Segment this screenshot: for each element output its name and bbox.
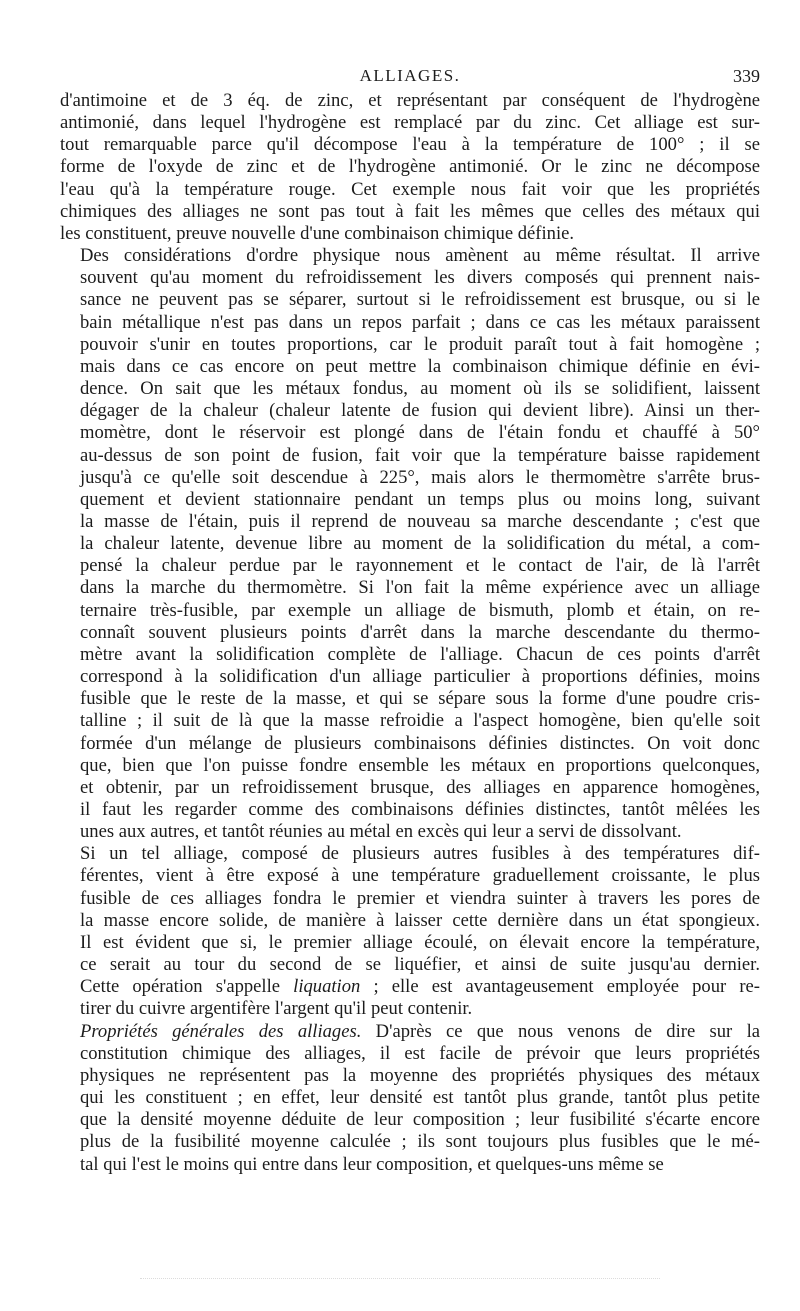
text-line: jusqu'à ce qu'elle soit descendue à 225°, mais alors le thermomètre s'arrête brus- <box>80 466 760 488</box>
text-line: mais dans ce cas encore on peut mettre la combinaison chimique définie en évi- <box>80 355 760 377</box>
text-line: quement et devient stationnaire pendant un temps plus ou moins long, suivant <box>80 488 760 510</box>
text-line: correspond à la solidification d'un alliage particulier à proportions définies, moins <box>80 666 760 688</box>
text-line: tal qui l'est le moins qui entre dans leur composition, et quelques-uns même se <box>80 1153 664 1175</box>
body-text <box>60 90 760 1176</box>
text-line: antimonié, dans lequel l'hydrogène est remplacé par du zinc. Cet alliage est sur- <box>60 112 760 134</box>
text-line: pouvoir s'unir en toutes proportions, car le produit paraît tout à fait homogène ; <box>80 333 760 355</box>
text-line: il faut les regarder comme des combinaisons définies distinctes, tantôt mêlées les <box>80 799 760 820</box>
paragraph <box>60 843 760 1020</box>
text-line: que, bien que l'on puisse fondre ensemble les métaux en proportions quelconques, <box>80 754 760 776</box>
text-line: momètre, dont le réservoir est plongé dans de l'étain fondu et chauffé à 50° <box>80 422 760 444</box>
running-title: ALLIAGES. <box>359 66 461 85</box>
text-line: les constituent, preuve nouvelle d'une combinaison chimique définie. <box>60 222 575 244</box>
text-line: dans la marche du thermomètre. Si l'on fait la même expérience avec un alliage <box>80 577 760 599</box>
page-header <box>60 66 760 90</box>
text-line: dégager de la chaleur (chaleur latente de fusion qui devient libre). Ainsi un ther- <box>80 400 760 422</box>
paragraph <box>60 245 760 843</box>
text-line: la chaleur latente, devenue libre au moment de la solidification du métal, a com- <box>80 533 760 555</box>
text-line: tirer du cuivre argentifère l'argent qu'il peut contenir. <box>80 998 473 1020</box>
text-line: pensé la chaleur perdue par le rayonnement et le contact de l'air, de là l'arrêt <box>80 555 760 577</box>
text-line: plus de la fusibilité moyenne calculée ; ils sont toujours plus fusibles que le mé- <box>80 1131 760 1153</box>
text-line: ternaire très-fusible, par exemple un alliage de bismuth, plomb et étain, on re- <box>80 599 760 621</box>
text-line: la masse encore solide, de manière à laisser cette dernière dans un état spongieux. <box>80 909 760 931</box>
text-line: Il est évident que si, le premier alliage écoulé, on élevait encore la température, <box>80 931 760 953</box>
text-line: dence. On sait que les métaux fondus, au moment où ils se solidifient, laissent <box>80 378 760 400</box>
text-line: tout remarquable parce qu'il décompose l'eau à la température de 100° ; il se <box>60 134 760 156</box>
text-line: talline ; il suit de là que la masse refroidie a l'aspect homogène, bien qu'elle soit <box>80 710 760 732</box>
text-line: formée d'un mélange de plusieurs combinaisons définies distinctes. On voit donc <box>80 732 760 754</box>
text-line: unes aux autres, et tantôt réunies au métal en excès qui leur a servi de dissolvant. <box>80 821 682 843</box>
text-line: constitution chimique des alliages, il est facile de prévoir que leurs propriétés <box>80 1042 760 1064</box>
text-line: Des considérations d'ordre physique nous amènent au même résultat. Il arrive <box>80 245 760 267</box>
text-line: Propriétés générales des alliages. D'après ce que nous venons de dire sur la <box>80 1020 760 1042</box>
text-line: la masse de l'étain, puis il reprend de nouveau sa marche descendante ; c'est que <box>80 510 760 532</box>
text-line: qui les constituent ; en effet, leur densité est tantôt plus grande, tantôt plus petite <box>80 1087 760 1109</box>
page-number: 339 <box>733 66 760 86</box>
text-line: que la densité moyenne déduite de leur composition ; leur fusibilité s'écarte encore <box>80 1109 760 1131</box>
text-line: férentes, vient à être exposé à une température graduellement croissante, le plus <box>80 865 760 887</box>
text-line: souvent qu'au moment du refroidissement les divers composés qui prennent nais- <box>80 267 760 289</box>
text-line: fusible que le reste de la masse, et qui se sépare sous la forme d'une poudre cris- <box>80 688 760 710</box>
text-line: fusible de ces alliages fondra le premier et viendra suinter à travers les pores de <box>80 887 760 909</box>
text-line: au-dessus de son point de fusion, fait voir que la température baisse rapidement <box>80 444 760 466</box>
paragraph <box>60 90 760 245</box>
text-line: bain métallique n'est pas dans un repos parfait ; dans ce cas les métaux paraissent <box>80 311 760 333</box>
text-line: Si un tel alliage, composé de plusieurs autres fusibles à des températures dif- <box>80 843 760 865</box>
text-line: ce serait au tour du second de se liquéfier, et ainsi de suite jusqu'au dernier. <box>80 954 760 976</box>
text-line: d'antimoine et de 3 éq. de zinc, et représentant par conséquent de l'hydrogène <box>60 90 760 111</box>
text-line: mètre avant la solidification complète de l'alliage. Chacun de ces points d'arrêt <box>80 643 760 665</box>
text-line: forme de l'oxyde de zinc et de l'hydrogène antimonié. Or le zinc ne décompose <box>60 156 760 178</box>
paragraph <box>60 1021 760 1176</box>
text-line: chimiques des alliages ne sont pas tout à fait les mêmes que celles des métaux qui <box>60 200 760 222</box>
bottom-print-marks <box>140 1272 660 1279</box>
text-line: sance ne peuvent pas se séparer, surtout si le refroidissement est brusque, ou si le <box>80 289 760 311</box>
text-line: l'eau qu'à la température rouge. Cet exemple nous fait voir que les propriétés <box>60 178 760 200</box>
text-line: connaît souvent plusieurs points d'arrêt dans la marche descendante du thermo- <box>80 621 760 643</box>
text-line: et obtenir, par un refroidissement brusque, des alliages en apparence homogènes, <box>80 776 760 798</box>
text-line: physiques ne représentent pas la moyenne des propriétés physiques des métaux <box>80 1064 760 1086</box>
text-line: Cette opération s'appelle liquation ; elle est avantageusement employée pour re- <box>80 976 760 998</box>
